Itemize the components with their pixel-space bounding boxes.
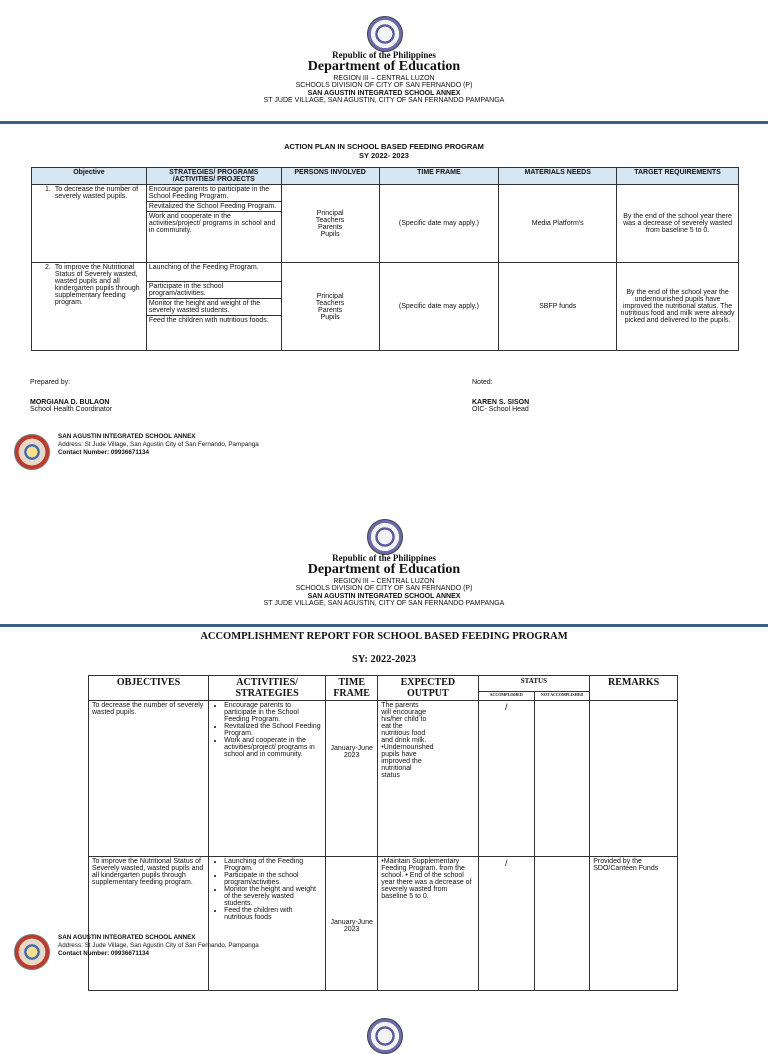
timeframe-cell: (Specific date may apply.) [379, 185, 499, 263]
col-target: TARGET REQUIREMENTS [617, 168, 739, 185]
prepared-by-block [30, 379, 112, 413]
table-row [89, 857, 678, 991]
republic-text: Republic of the Philippines [332, 553, 436, 563]
table-header-row [32, 168, 739, 185]
objective-cell: To decrease the number of severely wasted pupils. [89, 701, 209, 857]
school-name: SAN AGUSTIN INTEGRATED SCHOOL ANNEX [307, 89, 461, 97]
deped-seal-logo [367, 1018, 403, 1054]
activity-item: • Feed the children with nutritious foods [224, 907, 322, 921]
remarks-cell: Provided by the SDO/Canteen Funds [590, 857, 678, 991]
person-item: Teachers [315, 216, 345, 224]
col-materials: MATERIALS NEEDS [499, 168, 617, 185]
table-row [32, 263, 739, 351]
page2-header [0, 554, 768, 608]
person-item: Pupils [320, 230, 340, 238]
table-header-row [89, 676, 678, 692]
noted-label: Noted: [472, 379, 493, 386]
division-text: SCHOOLS DIVISION OF CITY OF SAN FERNANDO (P) [295, 82, 473, 90]
col-timeframe: TIME FRAME [326, 676, 378, 701]
header-divider [0, 121, 768, 124]
table-row [89, 701, 678, 857]
strategy-item: Revitalized the School Feeding Program. [147, 202, 281, 212]
activity-item: • Launching of the Feeding Program. [224, 858, 322, 872]
objective-cell: To improve the Nutritional Status of Severely wasted, wasted pupils and all kindergarten pupils through supplementary feeding program. [89, 857, 209, 991]
materials-cell: Media Platform's [499, 185, 617, 263]
accomplished-mark: / [478, 701, 534, 857]
prepared-role: School Health Coordinator [30, 406, 113, 413]
noted-name: KAREN S. SISON [472, 399, 530, 406]
activities-cell [209, 857, 326, 991]
col-objectives: OBJECTIVES [89, 676, 209, 701]
region-text: REGION III – CENTRAL LUZON [333, 75, 435, 83]
strategies-cell [146, 185, 281, 263]
department-title: Department of Education [307, 562, 461, 578]
person-item: Principal [316, 292, 344, 300]
page1-header [0, 51, 768, 105]
footer-contact: Contact Number: 09936671134 [58, 449, 150, 457]
strategy-item: Encourage parents to participate in the School Feeding Program. [147, 185, 281, 202]
prepared-name: MORGIANA D. BULAON [30, 399, 110, 406]
person-item: Parents [318, 223, 343, 231]
person-item: Parents [318, 306, 343, 314]
not-accomplished-mark [534, 701, 589, 857]
republic-text: Republic of the Philippines [332, 50, 436, 60]
activity-item: • Participate in the school program/activities. [224, 872, 322, 886]
row-number: 2. [45, 264, 51, 271]
output-text: The parents will encourage his/her child to eat the nutritious food and drink milk. •Undernourished pupils have improved the nutritional status [381, 702, 434, 779]
action-plan-sy: SY 2022- 2023 [359, 151, 409, 160]
strategies-cell [146, 263, 281, 351]
col-not-accomplished: NOT ACCOMPLISHED [534, 692, 589, 701]
department-title: Department of Education [307, 59, 461, 75]
persons-cell [281, 185, 379, 263]
footer-school-name: SAN AGUSTIN INTEGRATED SCHOOL ANNEX [58, 433, 196, 440]
col-timeframe: TIME FRAME [379, 168, 499, 185]
objective-cell [32, 263, 147, 351]
col-activities: ACTIVITIES/ STRATEGIES [209, 676, 326, 701]
col-persons: PERSONS INVOLVED [281, 168, 379, 185]
strategy-item: Monitor the height and weight of the severely wasted students. [147, 299, 281, 316]
strategy-item: Launching of the Feeding Program. [147, 263, 281, 282]
division-text: SCHOOLS DIVISION OF CITY OF SAN FERNANDO (P) [295, 585, 473, 593]
accomplished-mark: / [478, 857, 534, 991]
col-accomplished: ACCOMPLISHED [478, 692, 534, 701]
school-address: ST JUDE VILLAGE, SAN AGUSTIN, CITY OF SAN FERNANDO PAMPANGA [263, 97, 505, 105]
activity-item: • Revitalized the School Feeding Program. [224, 723, 322, 737]
prepared-label: Prepared by: [30, 379, 71, 386]
school-name: SAN AGUSTIN INTEGRATED SCHOOL ANNEX [307, 592, 461, 600]
strategy-item: Feed the children with nutritious foods. [148, 317, 269, 324]
activity-item: • Monitor the height and weight of the severely wasted students. [224, 886, 322, 907]
not-accomplished-mark [534, 857, 589, 991]
activity-item: • Work and cooperate in the activities/project/ programs in school and in community. [224, 737, 322, 758]
timeframe-cell: January-June 2023 [326, 857, 378, 991]
output-cell: •Maintain Supplementary Feeding Program. from the school. • End of the school year there was a decrease of severely wasted from baseline 5 to 0. [378, 857, 478, 991]
materials-cell: SBFP funds [499, 263, 617, 351]
header-divider [0, 624, 768, 627]
deped-seal-logo [367, 16, 403, 52]
persons-cell [281, 263, 379, 351]
col-objective: Objective [32, 168, 147, 185]
action-plan-title [0, 142, 768, 160]
output-cell [378, 701, 478, 857]
objective-text: To improve the Nutritional Status of Severely wasted, wasted pupils and all kindergarten pupils through supplementary feeding program. [54, 264, 140, 306]
table-row [32, 185, 739, 263]
action-plan-title-text: ACTION PLAN IN SCHOOL BASED FEEDING PROGRAM [284, 142, 484, 151]
accomplishment-title: ACCOMPLISHMENT REPORT FOR SCHOOL BASED FEEDING PROGRAM [200, 631, 568, 642]
deped-seal-logo [367, 519, 403, 555]
person-item: Pupils [320, 313, 340, 321]
person-item: Principal [316, 209, 344, 217]
timeframe-cell: January-June 2023 [326, 701, 378, 857]
strategy-item: Work and cooperate in the activities/project/ programs in school and in community. [148, 213, 276, 234]
objective-text: To decrease the number of severely wasted pupils. [54, 186, 139, 200]
accomplishment-sy: SY: 2022-2023 [351, 654, 417, 665]
page2-footer-address [58, 934, 259, 959]
school-logo [14, 934, 50, 970]
col-strategies: STRATEGIES/ PROGRAMS /ACTIVITIES/ PROJECTS [146, 168, 281, 185]
noted-role: OIC- School Head [472, 406, 529, 413]
person-item: Teachers [315, 299, 345, 307]
col-status: STATUS [478, 676, 590, 692]
target-cell: By the end of the school year the undernourished pupils have improved the nutritional status. The nutritious food and milk were already picked and delivered to the pupils. [617, 263, 739, 351]
activity-item: • Encourage parents to participate in the School Feeding Program. [224, 702, 322, 723]
activities-cell [209, 701, 326, 857]
noted-by-block [472, 379, 529, 413]
footer-address: Address: St Jude Village, San Agustin City of San Fernando, Pampanga [58, 942, 259, 950]
objective-cell [32, 185, 147, 263]
remarks-cell [590, 701, 678, 857]
row-number: 1. [45, 186, 51, 193]
action-plan-table [31, 167, 739, 351]
col-expected-output: EXPECTED OUTPUT [378, 676, 478, 701]
page1-footer-address [58, 433, 259, 458]
footer-contact: Contact Number: 09936671134 [58, 950, 150, 958]
school-logo [14, 434, 50, 470]
timeframe-cell: (Specific date may apply.) [379, 263, 499, 351]
footer-address: Address: St Jude Village, San Agustin City of San Fernando, Pampanga [58, 441, 259, 449]
school-address: ST JUDE VILLAGE, SAN AGUSTIN, CITY OF SAN FERNANDO PAMPANGA [263, 600, 505, 608]
strategy-item: Participate in the school program/activities. [147, 282, 281, 299]
col-remarks: REMARKS [590, 676, 678, 701]
target-cell: By the end of the school year there was a decrease of severely wasted from baseline 5 to 0. [617, 185, 739, 263]
footer-school-name: SAN AGUSTIN INTEGRATED SCHOOL ANNEX [58, 934, 196, 941]
region-text: REGION III – CENTRAL LUZON [333, 578, 435, 586]
